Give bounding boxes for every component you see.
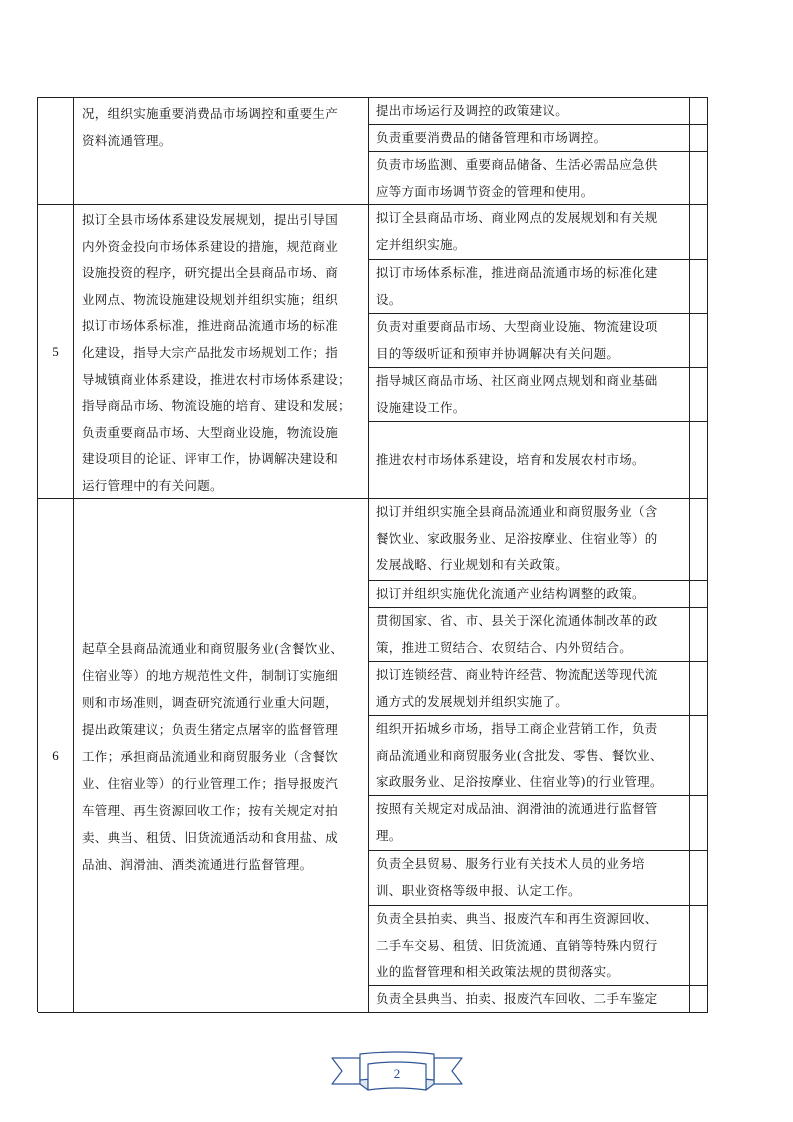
sub-duty-cell: 负责全县典当、拍卖、报废汽车回收、二手车鉴定 (369, 986, 690, 1013)
sub-duty-cell: 按照有关规定对成品油、润滑油的流通进行监督管 理。 (369, 796, 690, 851)
remark-cell (690, 98, 708, 125)
sub-duty-cell: 拟订并组织实施全县商品流通业和商贸服务业（含 餐饮业、家政服务业、足浴按摩业、住宿业等）的 发展战略、行业规划和有关政策。 (369, 499, 690, 581)
remark-cell (690, 986, 708, 1013)
remark-cell (690, 314, 708, 368)
remark-cell (690, 125, 708, 152)
remark-cell (690, 906, 708, 986)
main-duty-cell: 拟订全县市场体系建设发展规划，提出引导国 内外资金投向市场体系建设的措施，规范商业 设施投资的程序，研究提出全县商品市场、商 业网点、物流设施建设规划并组织实施；组织 拟订市场体系标准，推进商品流通市场的标准 化建设，指导大宗产品批发市场规划工作；指 导城镇商业体系建设，推进农村市场体系建设； 指导商品市场、物流设施的培育、建设和发展； 负责重要商品市场、大型商业设施，物流设施 建设项目的论证、评审工作，协调解决建设和 运行管理中的有关问题。 (74, 205, 369, 499)
sub-duty-cell: 负责对重要商品市场、大型商业设施、物流建设项 目的等级听证和预审并协调解决有关问题。 (369, 314, 690, 368)
remark-cell (690, 716, 708, 796)
remark-cell (690, 368, 708, 422)
sub-duty-cell: 组织开拓城乡市场，指导工商企业营销工作，负责 商品流通业和商贸服务业(含批发、零售、餐饮业、 家政服务业、足浴按摩业、住宿业等)的行业管理。 (369, 716, 690, 796)
row-number-cell (38, 98, 74, 205)
row-number-cell (38, 499, 74, 1013)
remark-cell (690, 205, 708, 260)
sub-duty-cell: 负责全县拍卖、典当、报废汽车和再生资源回收、 二手车交易、租赁、旧货流通、直销等特殊内贸行 业的监督管理和相关政策法规的贯彻落实。 (369, 906, 690, 986)
sub-duty-cell: 提出市场运行及调控的政策建议。 (369, 98, 690, 125)
remark-cell (690, 796, 708, 851)
remark-cell (690, 662, 708, 716)
sub-duty-cell: 贯彻国家、省、市、县关于深化流通体制改革的政 策，推进工贸结合、农贸结合、内外贸结合。 (369, 608, 690, 662)
sub-duty-cell: 负责市场监测、重要商品储备、生活必需品应急供 应等方面市场调节资金的管理和使用。 (369, 152, 690, 205)
sub-duty-cell: 指导城区商品市场、社区商业网点规划和商业基础 设施建设工作。 (369, 368, 690, 422)
sub-duty-text: 推进农村市场体系建设，培育和发展农村市场。 (376, 451, 645, 467)
row-number: 5 (52, 343, 59, 359)
main-duty-cell (74, 499, 369, 1013)
sub-duty-cell: 拟订全县商品市场、商业网点的发展规划和有关规 定并组织实施。 (369, 205, 690, 260)
sub-duty-cell: 负责全县贸易、服务行业有关技术人员的业务培 训、职业资格等级申报、认定工作。 (369, 851, 690, 906)
sub-duty-cell: 拟订并组织实施优化流通产业结构调整的政策。 (369, 581, 690, 608)
main-duty-text: 起草全县商品流通业和商贸服务业(含餐饮业、 住宿业等）的地方规范性文件，制制订实施细 则和市场准则，调查研究流通行业重大问题， 提出政策建议；负责生猪定点屠宰的监督管理 工作；承担商品流通业和商贸服务业（含餐饮 业、住宿业等）的行业管理工作；指导报废汽 车管理、再生资源回收工作；按有关规定对拍 卖、典当、租赁、旧货流通活动和食用盐、成 品油、润滑油、酒类流通进行监督管理。 (82, 641, 344, 872)
remark-cell (690, 260, 708, 314)
remark-cell (690, 152, 708, 205)
row-number-cell (38, 205, 74, 499)
remark-cell (690, 581, 708, 608)
remark-cell (690, 608, 708, 662)
remark-cell (690, 851, 708, 906)
remark-cell (690, 499, 708, 581)
sub-duty-cell (369, 422, 690, 499)
sub-duty-cell: 负责重要消费品的储备管理和市场调控。 (369, 125, 690, 152)
row-number: 6 (52, 747, 59, 763)
main-duty-cell: 况，组织实施重要消费品市场调控和重要生产 资料流通管理。 (74, 98, 369, 205)
sub-duty-cell: 拟订连锁经营、商业特许经营、物流配送等现代流 通方式的发展规划并组织实施了。 (369, 662, 690, 716)
duties-table (37, 97, 708, 1012)
page-number-ribbon (330, 1050, 464, 1094)
remark-cell (690, 422, 708, 499)
sub-duty-cell: 拟订市场体系标准，推进商品流通市场的标准化建 设。 (369, 260, 690, 314)
page-number: 2 (393, 1066, 401, 1081)
